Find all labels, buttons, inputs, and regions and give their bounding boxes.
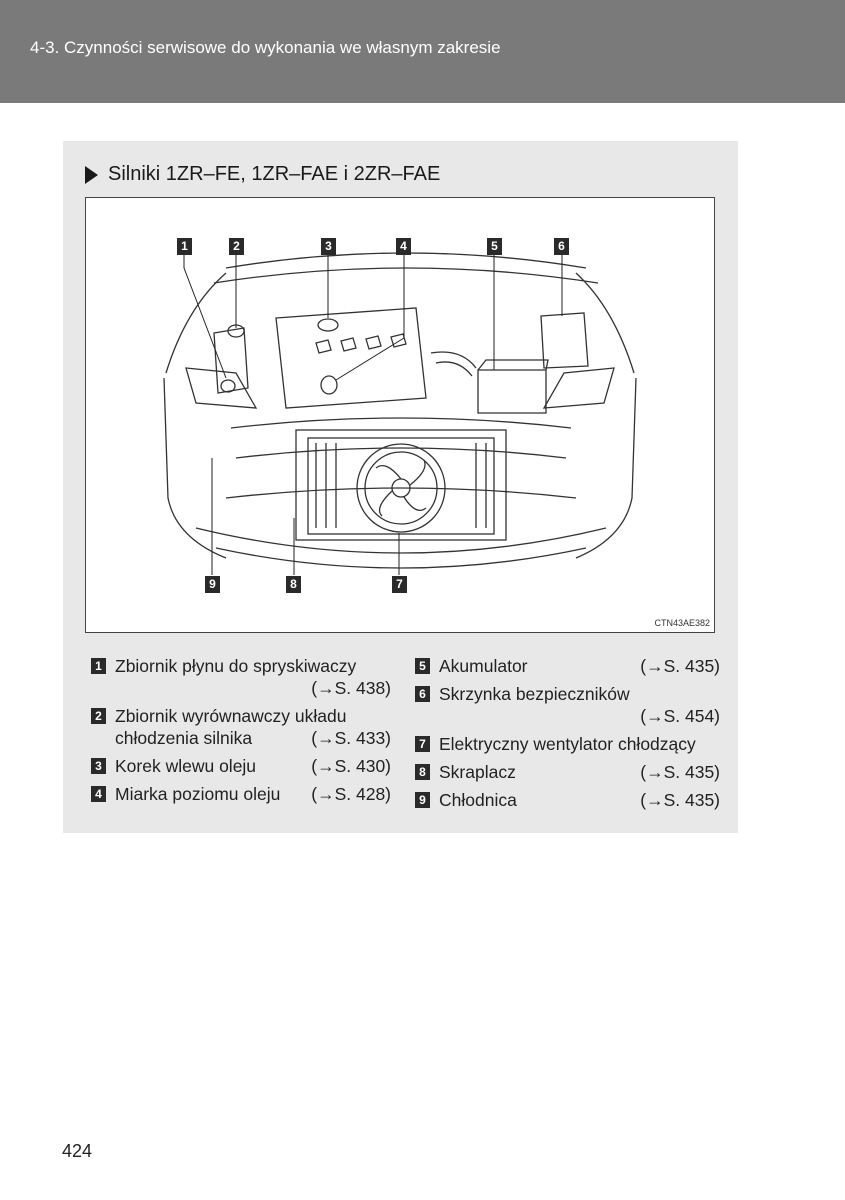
legend-number: 1 [91, 658, 106, 674]
section-heading [85, 163, 440, 186]
callout-7: 7 [392, 576, 407, 593]
legend-text: Zbiornik płynu do spryskiwaczy [115, 656, 357, 676]
legend-item-2 [91, 705, 391, 749]
legend-text: Skrzynka bezpieczników [439, 684, 630, 704]
section-heading-text: Silniki 1ZR–FE, 1ZR–FAE i 2ZR–FAE [108, 163, 441, 185]
callout-9: 9 [205, 576, 220, 593]
legend-number: 7 [415, 736, 430, 752]
legend-right [415, 655, 720, 817]
legend-ref: (→S. 435) [640, 790, 720, 810]
legend-ref: (→S. 435) [640, 656, 720, 676]
legend-left [91, 655, 391, 811]
legend-item-4 [91, 783, 391, 805]
figure-code: CTN43AE382 [654, 618, 710, 628]
legend-ref: (→S. 435) [640, 762, 720, 782]
header-bar [0, 0, 845, 103]
page-number: 424 [62, 1141, 93, 1161]
legend-number: 9 [415, 792, 430, 808]
legend-item-1 [91, 655, 391, 699]
legend-text: Zbiornik wyrównawczy układu [115, 706, 347, 726]
chapter-title: 4-3. Czynności serwisowe do wykonania we własnym zakresie [30, 38, 501, 57]
legend-ref: (→S. 454) [640, 706, 720, 726]
legend-text: Skraplacz [439, 762, 516, 782]
callout-2: 2 [229, 238, 244, 255]
legend-ref: (→S. 433) [311, 728, 391, 748]
callout-6: 6 [554, 238, 569, 255]
legend-number: 2 [91, 708, 106, 724]
legend-text: Elektryczny wentylator chłodzący [439, 734, 696, 754]
callout-4: 4 [396, 238, 411, 255]
legend-item-8 [415, 761, 720, 783]
legend-text: Chłodnica [439, 790, 517, 810]
legend-text: Korek wlewu oleju [115, 756, 257, 776]
callout-8: 8 [286, 576, 301, 593]
legend-number: 6 [415, 686, 430, 702]
legend-ref: (→S. 438) [311, 678, 391, 698]
callout-1: 1 [177, 238, 192, 255]
legend-number: 8 [415, 764, 430, 780]
legend-item-7 [415, 733, 720, 755]
legend-item-6 [415, 683, 720, 727]
legend-ref: (→S. 430) [311, 756, 391, 776]
engine-bay-drawing [86, 198, 714, 632]
callout-5: 5 [487, 238, 502, 255]
engine-bay-illustration [85, 197, 715, 633]
legend-item-9 [415, 789, 720, 811]
legend-number: 4 [91, 786, 106, 802]
legend-number: 5 [415, 658, 430, 674]
content-panel [63, 141, 738, 833]
triangle-bullet-icon [85, 166, 98, 184]
legend-item-5 [415, 655, 720, 677]
legend-text-cont: chłodzenia silnika [115, 728, 253, 748]
legend-text: Akumulator [439, 656, 528, 676]
legend-number: 3 [91, 758, 106, 774]
legend-text: Miarka poziomu oleju [115, 784, 281, 804]
callout-3: 3 [321, 238, 336, 255]
legend-item-3 [91, 755, 391, 777]
legend-ref: (→S. 428) [311, 784, 391, 804]
